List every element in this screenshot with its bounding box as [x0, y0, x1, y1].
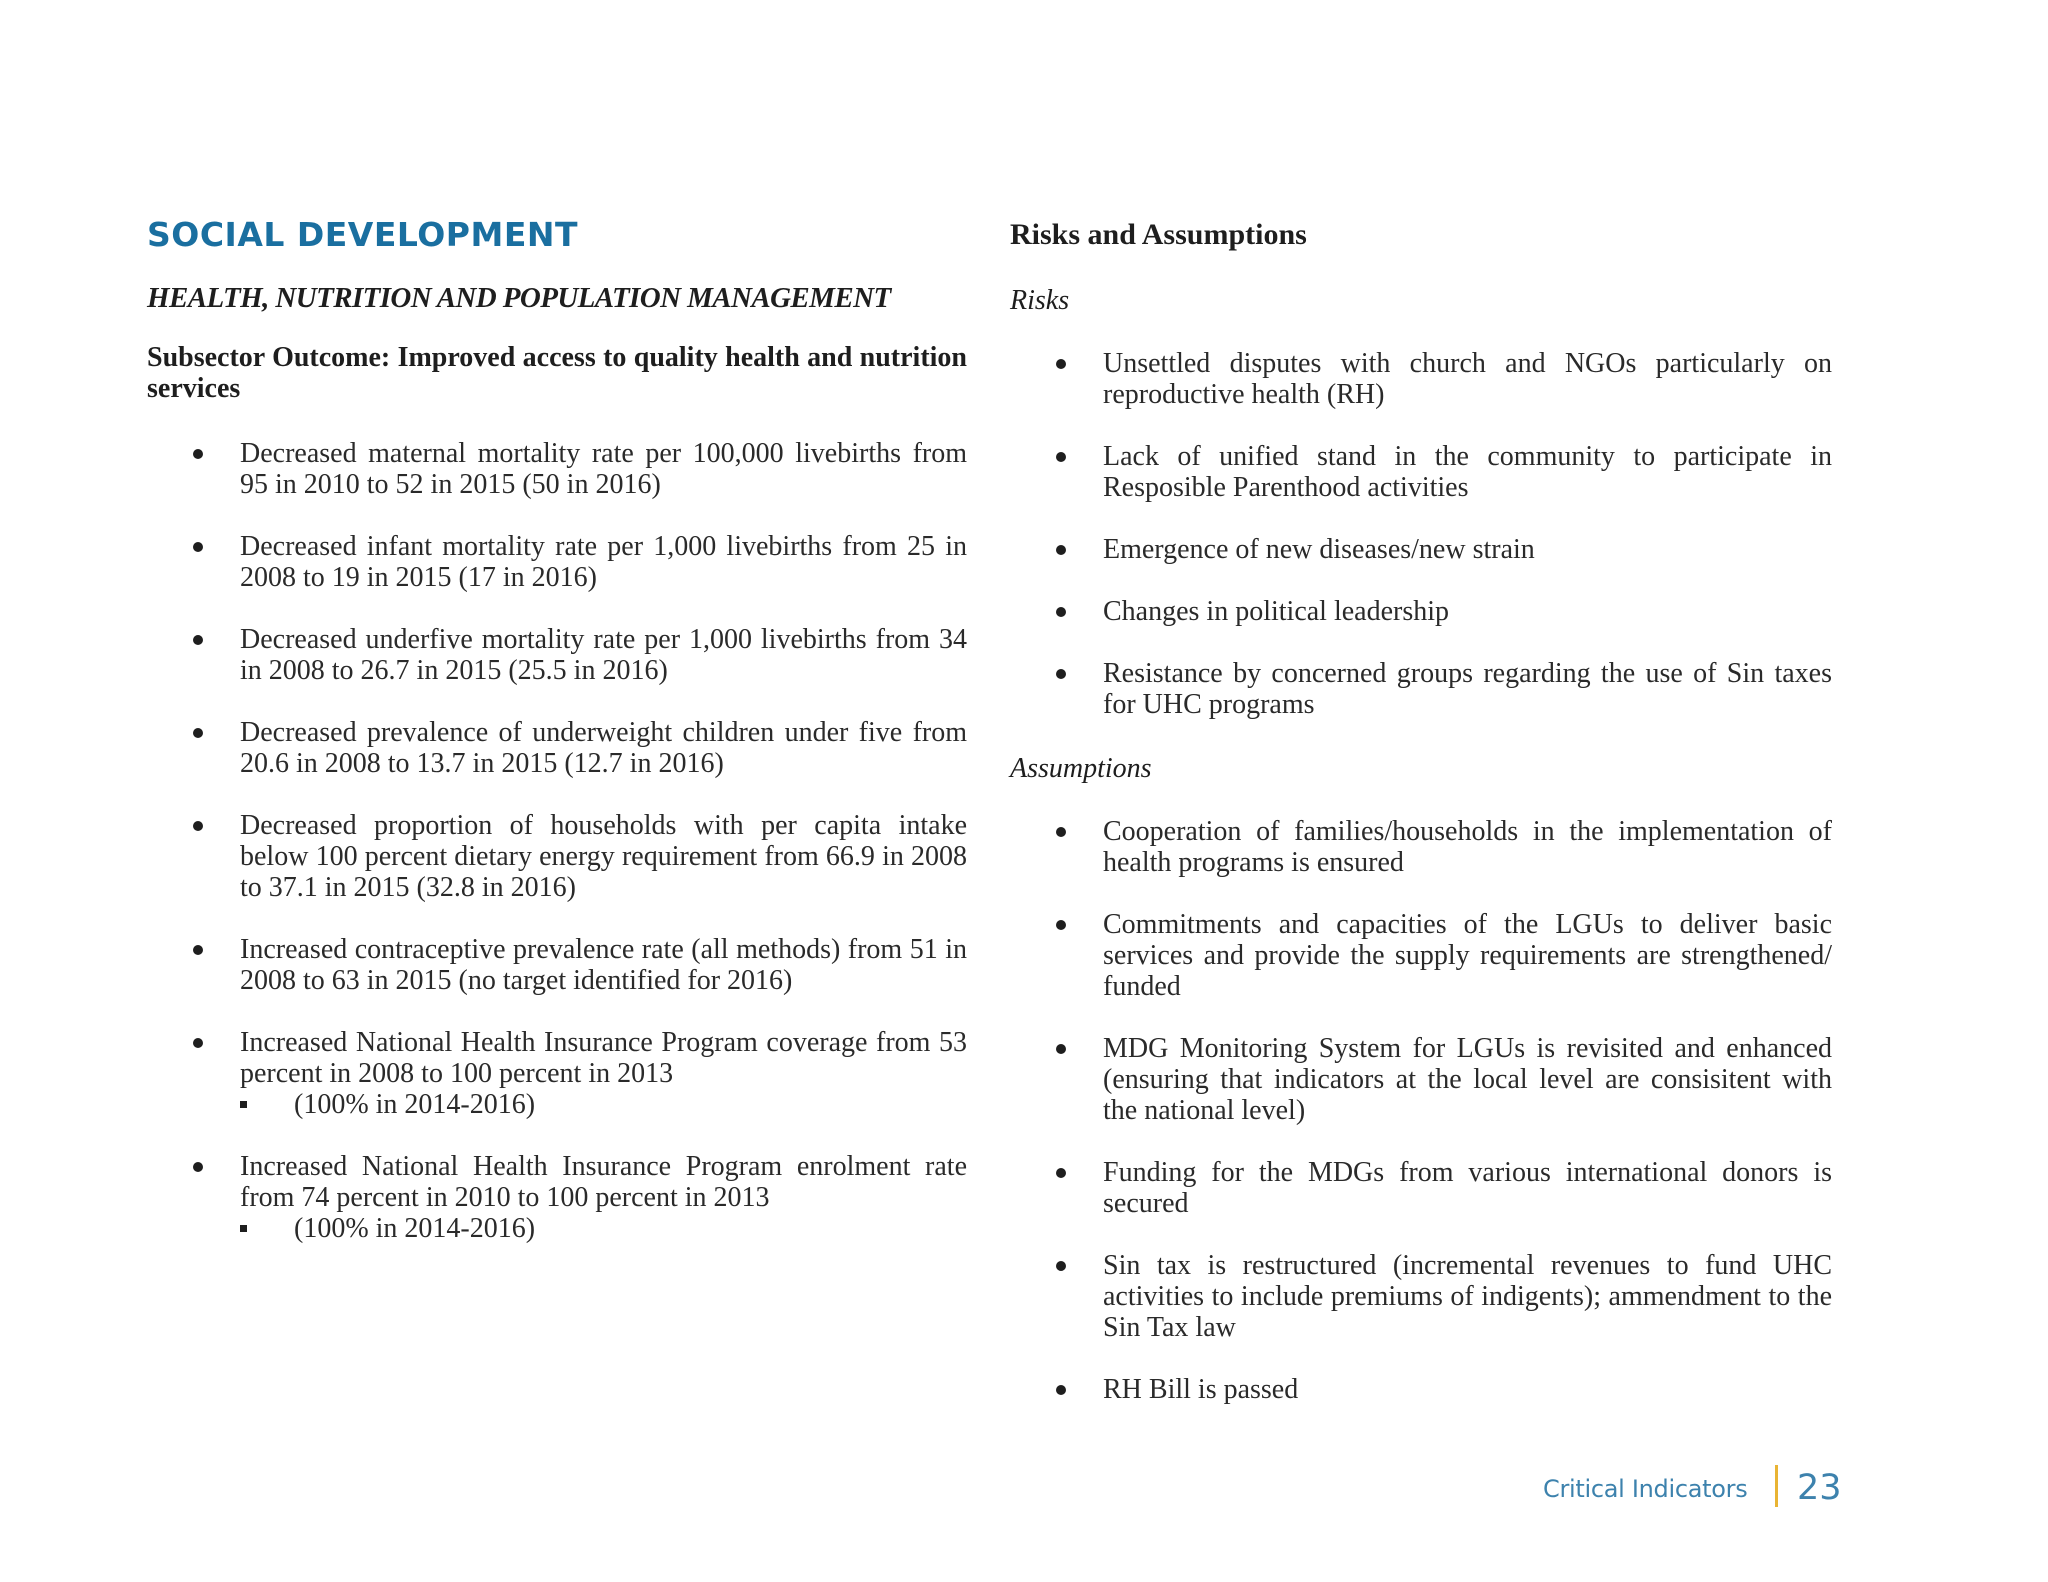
list-item-text: Emergence of new diseases/new strain [1103, 534, 1535, 565]
bullet-icon [1056, 669, 1066, 679]
section-title: SOCIAL DEVELOPMENT [147, 215, 578, 254]
bullet-icon [193, 1162, 203, 1172]
list-item [147, 717, 967, 779]
list-item [1010, 658, 1832, 720]
list-item-text: Funding for the MDGs from various international donors is secured [1103, 1157, 1832, 1219]
subsector-heading: HEALTH, NUTRITION AND POPULATION MANAGEMENT [147, 282, 891, 314]
subsector-outcome: Subsector Outcome: Improved access to quality health and nutrition services [147, 342, 967, 404]
bullet-icon [1056, 920, 1066, 930]
list-item-text: Changes in political leadership [1103, 596, 1450, 627]
list-item-text: Resistance by concerned groups regarding the use of Sin taxes for UHC programs [1103, 658, 1832, 720]
list-item-text: Decreased underfive mortality rate per 1,000 livebirths from 34 in 2008 to 26.7 in 2015 (25.5 in 2016) [240, 624, 967, 686]
bullet-icon [1056, 1261, 1066, 1271]
bullet-icon [1056, 1044, 1066, 1054]
bullet-icon [193, 821, 203, 831]
bullet-icon [193, 728, 203, 738]
bullet-icon [193, 449, 203, 459]
list-item-text: Lack of unified stand in the community to participate in Resposible Parenthood activities [1103, 441, 1832, 503]
list-item [1010, 1033, 1832, 1126]
list-item-text: Increased National Health Insurance Program coverage from 53 percent in 2008 to 100 percent in 2013 [240, 1027, 967, 1089]
list-item [147, 624, 967, 686]
risks-label: Risks [1010, 285, 1070, 316]
list-item-text: RH Bill is passed [1103, 1374, 1299, 1405]
list-item [1010, 1157, 1832, 1219]
list-item [147, 934, 967, 996]
bullet-icon [1056, 1168, 1066, 1178]
square-bullet-icon [240, 1101, 247, 1108]
page-number: 23 [1797, 1468, 1842, 1508]
list-item-text: Unsettled disputes with church and NGOs particularly on reproductive health (RH) [1103, 348, 1832, 410]
list-item-text: Decreased maternal mortality rate per 100,000 livebirths from 95 in 2010 to 52 in 2015 (50 in 2016) [240, 438, 967, 500]
sub-list-item-text: (100% in 2014-2016) [294, 1089, 536, 1120]
list-item [1010, 441, 1832, 503]
bullet-icon [1056, 827, 1066, 837]
list-item-text: Cooperation of families/households in the implementation of health programs is ensured [1103, 816, 1832, 878]
bullet-icon [1056, 452, 1066, 462]
assumption-list [1010, 816, 1832, 1436]
sub-list-item-text: (100% in 2014-2016) [294, 1213, 536, 1244]
list-item [1010, 1374, 1832, 1405]
footer-divider [1775, 1465, 1778, 1507]
list-item [147, 438, 967, 500]
list-item-text: Increased National Health Insurance Program enrolment rate from 74 percent in 2010 to 100 percent in 2013 [240, 1151, 967, 1213]
bullet-icon [193, 1038, 203, 1048]
bullet-icon [1056, 359, 1066, 369]
risks-assumptions-heading: Risks and Assumptions [1010, 218, 1307, 251]
list-item-text: Decreased prevalence of underweight children under five from 20.6 in 2008 to 13.7 in 2015 (12.7 in 2016) [240, 717, 967, 779]
bullet-icon [193, 945, 203, 955]
list-item-text: Increased contraceptive prevalence rate (all methods) from 51 in 2008 to 63 in 2015 (no target identified for 2016) [240, 934, 967, 996]
footer-label: Critical Indicators [1543, 1475, 1748, 1503]
bullet-icon [1056, 545, 1066, 555]
list-item [1010, 1250, 1832, 1343]
list-item-text: Decreased proportion of households with per capita intake below 100 percent dietary energy requirement from 66.9 in 2008 to 37.1 in 2015 (32.8 in 2016) [240, 810, 967, 903]
sub-list-item [240, 1213, 967, 1244]
sub-list-item [240, 1089, 967, 1120]
list-item-text: MDG Monitoring System for LGUs is revisited and enhanced (ensuring that indicators at the local level are consisitent with the national level) [1103, 1033, 1832, 1126]
list-item [1010, 596, 1832, 627]
list-item [147, 810, 967, 903]
list-item [1010, 534, 1832, 565]
list-item-text: Decreased infant mortality rate per 1,000 livebirths from 25 in 2008 to 19 in 2015 (17 in 2016) [240, 531, 967, 593]
risk-list [1010, 348, 1832, 751]
bullet-icon [1056, 607, 1066, 617]
square-bullet-icon [240, 1225, 247, 1232]
bullet-icon [1056, 1385, 1066, 1395]
indicator-list [147, 438, 967, 1275]
list-item-text: Sin tax is restructured (incremental revenues to fund UHC activities to include premiums of indigents); ammendment to the Sin Tax law [1103, 1250, 1832, 1343]
assumptions-label: Assumptions [1010, 753, 1152, 784]
bullet-icon [193, 542, 203, 552]
list-item [1010, 909, 1832, 1002]
list-item [1010, 816, 1832, 878]
list-item-text: Commitments and capacities of the LGUs to deliver basic services and provide the supply requirements are strengthened/ funded [1103, 909, 1832, 1002]
list-item [1010, 348, 1832, 410]
list-item [147, 1027, 967, 1120]
list-item [147, 1151, 967, 1244]
list-item [147, 531, 967, 593]
bullet-icon [193, 635, 203, 645]
